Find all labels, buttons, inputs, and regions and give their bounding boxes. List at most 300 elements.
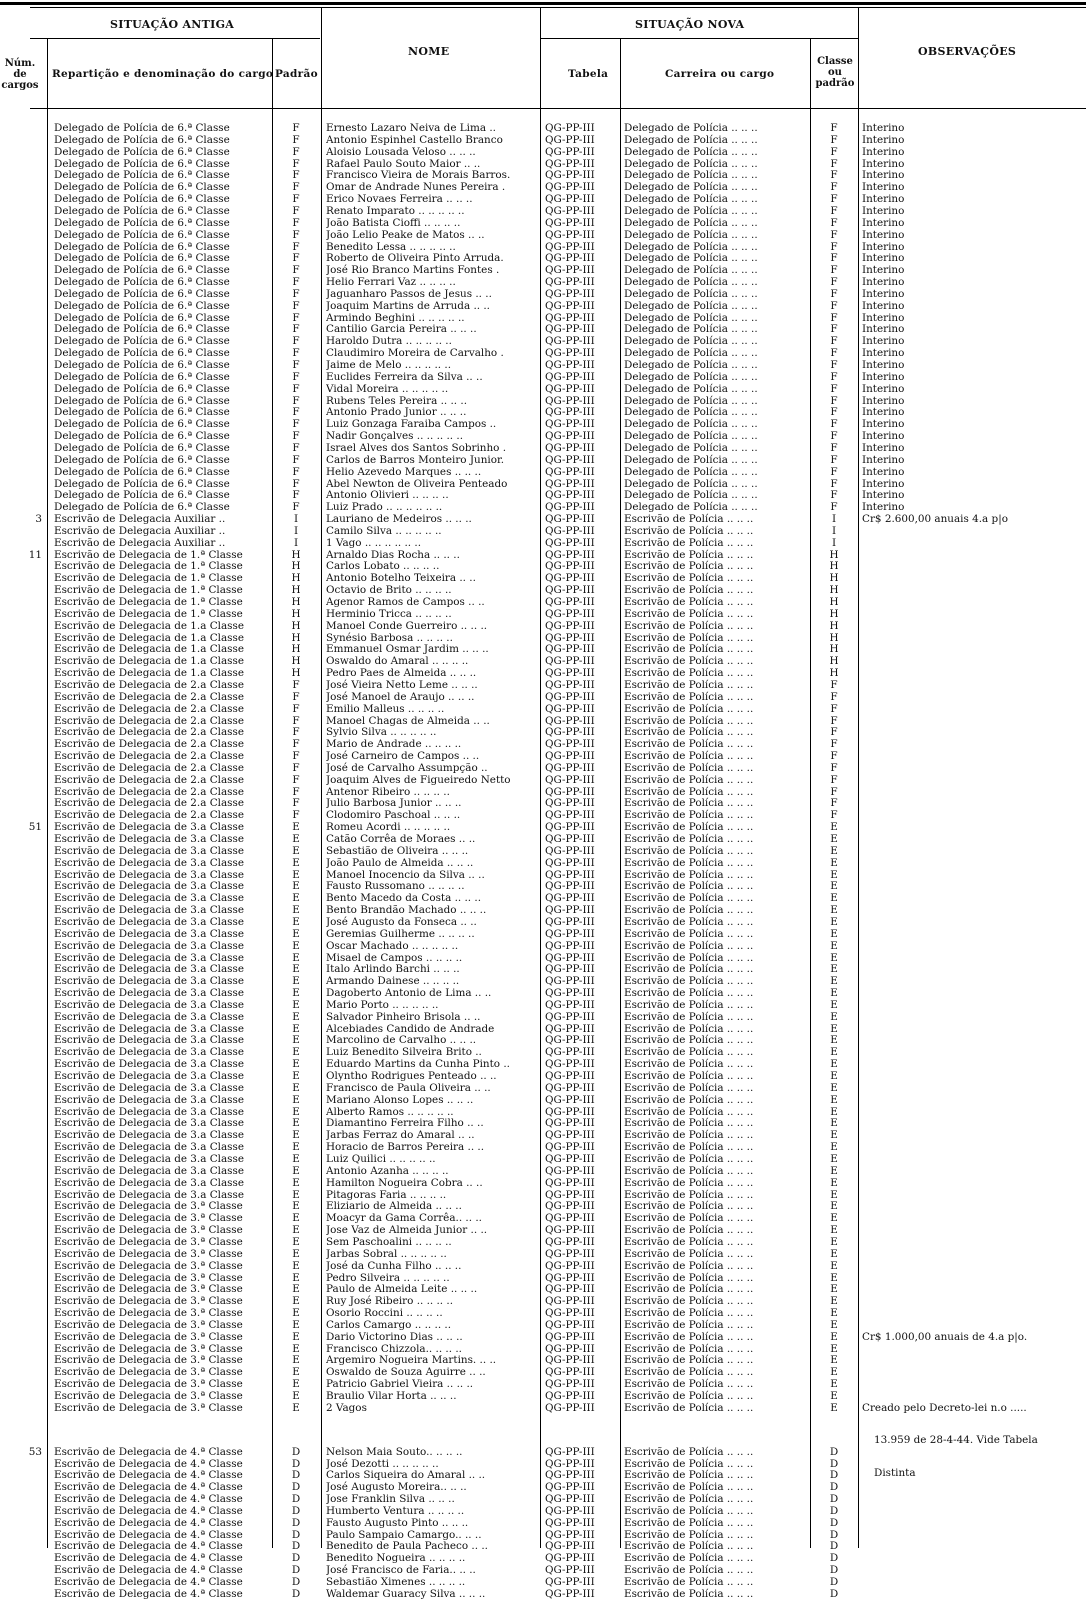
cell-cls: F (830, 335, 838, 348)
cell-tab: QG-PP-III (545, 335, 595, 348)
cell-tab: QG-PP-III (545, 1564, 595, 1577)
cell-cls: D (829, 1564, 839, 1577)
cell-tab: QG-PP-III (545, 513, 595, 526)
table-row (0, 549, 1086, 561)
cell-obs: Interino (862, 335, 905, 348)
cell-cls: F (830, 181, 838, 194)
cell-pad: E (292, 1378, 300, 1391)
cell-pad: E (292, 1330, 300, 1343)
table-row (0, 312, 1086, 324)
cell-tab: QG-PP-III (545, 963, 595, 976)
table-row (0, 454, 1086, 466)
cell-obs: Interino (862, 382, 905, 395)
table-row (0, 715, 1086, 727)
cell-cls: E (830, 856, 838, 869)
cell-nome: Osorio Roccini .. .. .. .. (326, 1307, 443, 1319)
cell-pad: D (291, 1445, 301, 1458)
cell-car: Escrivão de Polícia .. .. .. (624, 1576, 754, 1588)
cell-tab: QG-PP-III (545, 193, 595, 206)
cell-car: Escrivão de Polícia .. .. .. (624, 1129, 754, 1142)
cell-car: Escrivão de Polícia .. .. .. (624, 1481, 754, 1494)
table-row (0, 466, 1086, 478)
cell-nome: Fausto Augusto Pinto .. .. .. (326, 1516, 469, 1529)
cell-tab: QG-PP-III (545, 572, 595, 585)
table-row (0, 999, 1086, 1011)
cell-tab: QG-PP-III (545, 1516, 595, 1529)
cell-tab: QG-PP-III (545, 370, 595, 383)
cell-tab: QG-PP-III (545, 844, 595, 857)
cell-pad: E (292, 1247, 300, 1260)
cell-cls: E (830, 1247, 838, 1260)
cell-car: Escrivão de Polícia .. .. .. (624, 1318, 754, 1331)
cell-rep: Escrivão de Delegacia de 2.a Classe (54, 726, 244, 739)
cell-car: Escrivão de Polícia .. .. .. (624, 1141, 754, 1154)
cell-nome: Antonio Olivieri .. .. .. .. (326, 489, 449, 502)
cell-cls: E (830, 1330, 838, 1343)
cell-obs: Interino (862, 276, 905, 288)
cell-cls: F (830, 441, 838, 454)
cell-nome: Sebastião de Oliveira .. .. .. (326, 844, 469, 857)
cell-nome: Claudimiro Moreira de Carvalho . (326, 347, 504, 360)
cell-tab: QG-PP-III (545, 501, 595, 514)
cell-cls: E (830, 1390, 838, 1402)
cell-nome: José Rio Branco Martins Fontes . (326, 264, 500, 277)
table-row (0, 205, 1086, 217)
cell-obs: Interino (862, 359, 905, 371)
cell-car: Escrivão de Polícia .. .. .. (624, 1010, 754, 1023)
cell-car: Escrivão de Polícia .. .. .. (624, 726, 754, 739)
cell-cls: E (830, 987, 838, 999)
cell-tab: QG-PP-III (545, 1212, 595, 1225)
cell-car: Escrivão de Polícia .. .. .. (624, 643, 754, 656)
cell-cls: E (830, 1224, 838, 1236)
cell-car: Delegado de Polícia .. .. .. (624, 382, 758, 395)
cell-nome: Sylvio Silva .. .. .. .. .. (326, 726, 437, 739)
cell-car: Escrivão de Polícia .. .. .. (624, 773, 754, 786)
table-row (0, 1189, 1086, 1201)
cell-tab: QG-PP-III (545, 133, 595, 146)
cell-nome: Benedito Nogueira .. .. .. .. (326, 1552, 466, 1565)
cell-nome: Geremias Guilherme .. .. .. .. (326, 927, 475, 940)
cell-rep: Escrivão de Delegacia de 3.a Classe (54, 1129, 244, 1142)
cell-nome: Herminio Tricca .. .. .. .. (326, 607, 452, 620)
cell-tab: QG-PP-III (545, 607, 595, 620)
cell-pad: F (292, 738, 300, 751)
cell-car: Escrivão de Polícia .. .. .. (624, 1235, 754, 1248)
cell-tab: QG-PP-III (545, 1224, 595, 1236)
cell-cls: H (829, 631, 839, 644)
cell-pad: E (292, 1235, 300, 1248)
table-row (0, 418, 1086, 430)
cell-cls: E (830, 880, 838, 893)
cell-car: Escrivão de Polícia .. .. .. (624, 1164, 754, 1177)
cell-tab: QG-PP-III (545, 880, 595, 893)
cell-cls: D (829, 1552, 839, 1565)
cell-pad: H (291, 607, 301, 620)
cell-rep: Escrivão de Delegacia de 3.ª Classe (54, 1283, 243, 1296)
table-row (0, 1141, 1086, 1153)
table-row (0, 1366, 1086, 1378)
table-row (0, 1272, 1086, 1284)
cell-rep: Delegado de Polícia de 6.ª Classe (54, 252, 230, 265)
cell-nome: Antonio Espinhel Castello Branco (326, 133, 503, 146)
header-situacao-antiga: SITUAÇÃO ANTIGA (110, 18, 235, 31)
cell-rep: Escrivão de Delegacia de 3.a Classe (54, 1070, 244, 1082)
table-row (0, 691, 1086, 703)
cell-nome: Alberto Ramos .. .. .. .. .. (326, 1105, 454, 1118)
cell-nome: Sem Paschoalini .. .. .. .. (326, 1235, 452, 1248)
cell-rep: Delegado de Polícia de 6.ª Classe (54, 430, 230, 443)
table-row (0, 264, 1086, 276)
cell-cls: D (829, 1493, 839, 1505)
cell-obs: Interino (862, 287, 905, 300)
cell-rep: Delegado de Polícia de 6.ª Classe (54, 122, 230, 134)
table-row (0, 916, 1086, 928)
cell-nome: Aloisio Lousada Veloso .. .. .. (326, 145, 476, 158)
table-row (0, 809, 1086, 821)
table-row (0, 975, 1086, 987)
table-row (0, 963, 1086, 975)
cell-rep: Escrivão de Delegacia de 2.a Classe (54, 750, 244, 762)
table-row (0, 395, 1086, 407)
cell-car: Escrivão de Polícia .. .. .. (624, 998, 754, 1011)
cell-pad: F (292, 370, 300, 383)
table-row (0, 229, 1086, 241)
cell-car: Escrivão de Polícia .. .. .. (624, 1366, 754, 1379)
cell-cls: E (830, 1342, 838, 1355)
table-row (0, 1177, 1086, 1189)
cell-cls: H (829, 655, 839, 668)
cell-obs: Interino (862, 418, 905, 431)
cell-obs: Interino (862, 228, 905, 241)
cell-rep: Escrivão de Delegacia de 3.a Classe (54, 1188, 244, 1201)
cell-tab: QG-PP-III (545, 667, 595, 680)
cell-nome: Jaime de Melo .. .. .. .. .. (326, 359, 452, 371)
cell-pad: E (292, 1295, 300, 1308)
cell-rep: Escrivão de Delegacia de 3.a Classe (54, 868, 244, 881)
cell-tab: QG-PP-III (545, 1022, 595, 1035)
cell-nome: Camilo Silva .. .. .. .. .. (326, 524, 442, 537)
cell-cls: H (829, 607, 839, 620)
cell-car: Escrivão de Polícia .. .. .. (624, 785, 754, 798)
cell-rep: Escrivão de Delegacia de 3.a Classe (54, 939, 244, 952)
cell-obs: Interino (862, 133, 905, 146)
cell-cls: F (830, 228, 838, 241)
cell-nome: Carlos Lobato .. .. .. .. (326, 560, 440, 573)
cell-rep: Delegado de Polícia de 6.ª Classe (54, 394, 230, 407)
cell-pad: F (292, 382, 300, 395)
cell-obs: Interino (862, 370, 905, 383)
table-row (0, 952, 1086, 964)
cell-car: Delegado de Polícia .. .. .. (624, 465, 758, 478)
cell-pad: E (292, 1342, 300, 1355)
cell-cls: I (831, 536, 837, 549)
cell-rep: Escrivão de Delegacia de 4.ª Classe (54, 1493, 243, 1505)
table-row (0, 406, 1086, 418)
cell-cls: E (830, 1401, 838, 1414)
cell-tab: QG-PP-III (545, 1093, 595, 1106)
cell-tab: QG-PP-III (545, 1141, 595, 1154)
cell-car: Delegado de Polícia .. .. .. (624, 501, 758, 514)
cell-tab: QG-PP-III (545, 1445, 595, 1458)
cell-car: Escrivão de Polícia .. .. .. (624, 1516, 754, 1529)
cell-rep: Escrivão de Delegacia de 3.a Classe (54, 1046, 244, 1059)
table-row (0, 892, 1086, 904)
cell-tab: QG-PP-III (545, 1010, 595, 1023)
cell-nome: Vidal Moreira .. .. .. .. .. (326, 382, 449, 395)
cell-car: Escrivão de Polícia .. .. .. (624, 631, 754, 644)
cell-pad: E (292, 975, 300, 988)
cell-cls: F (830, 797, 838, 810)
cell-tab: QG-PP-III (545, 347, 595, 360)
cell-car: Escrivão de Polícia .. .. .. (624, 1493, 754, 1505)
table-row (0, 596, 1086, 608)
cell-pad: D (291, 1540, 301, 1553)
cell-car: Delegado de Polícia .. .. .. (624, 394, 758, 407)
cell-car: Escrivão de Polícia .. .. .. (624, 714, 754, 727)
table-row (0, 1295, 1086, 1307)
cell-car: Escrivão de Polícia .. .. .. (624, 1081, 754, 1094)
header-divider-antiga (30, 38, 320, 39)
cell-pad: E (292, 1081, 300, 1094)
table-row (0, 1023, 1086, 1035)
cell-rep: Escrivão de Delegacia de 1.ª Classe (54, 584, 243, 597)
cell-car: Delegado de Polícia .. .. .. (624, 311, 758, 324)
cell-nome: Ernesto Lazaro Neiva de Lima .. (326, 122, 496, 134)
cell-cls: E (830, 1070, 838, 1082)
cell-nome: João Batista Cioffi .. .. .. .. (326, 216, 461, 229)
cell-cls: H (829, 619, 839, 632)
cell-pad: E (292, 1176, 300, 1189)
cell-car: Escrivão de Polícia .. .. .. (624, 1587, 754, 1600)
cell-pad: H (291, 643, 301, 656)
cell-pad: F (292, 299, 300, 312)
cell-tab: QG-PP-III (545, 998, 595, 1011)
cell-tab: QG-PP-III (545, 1271, 595, 1284)
cell-pad: H (291, 619, 301, 632)
cell-cls: F (830, 145, 838, 158)
header-num-cargos: Núm. de cargos (1, 58, 39, 91)
cell-tab: QG-PP-III (545, 264, 595, 277)
cell-nome: Paulo Sampaio Camargo.. .. .. (326, 1528, 482, 1541)
cell-cls: E (830, 821, 838, 834)
cell-rep: Escrivão de Delegacia de 1.a Classe (54, 619, 244, 632)
cell-nome: Arnaldo Dias Rocha .. .. .. (326, 548, 460, 561)
cell-cls: F (830, 489, 838, 502)
cell-pad: F (292, 169, 300, 182)
cell-nome: José da Cunha Filho .. .. .. (326, 1259, 462, 1272)
table-row (0, 1046, 1086, 1058)
cell-car: Escrivão de Polícia .. .. .. (624, 607, 754, 620)
table-row (0, 643, 1086, 655)
cell-cls: E (830, 1117, 838, 1130)
cell-tab: QG-PP-III (545, 216, 595, 229)
cell-pad: F (292, 761, 300, 774)
cell-pad: F (292, 690, 300, 703)
cell-rep: Escrivão de Delegacia de 3.a Classe (54, 1153, 244, 1165)
cell-rep: Escrivão de Delegacia de 3.ª Classe (54, 1247, 243, 1260)
cell-pad: E (292, 892, 300, 905)
table-row (0, 940, 1086, 952)
cell-nome: Manoel Chagas de Almeida .. .. (326, 714, 490, 727)
table-row (0, 1331, 1086, 1343)
table-row (0, 608, 1086, 620)
cell-car: Escrivão de Polícia .. .. .. (624, 1058, 754, 1071)
cell-tab: QG-PP-III (545, 536, 595, 549)
cell-nome: Pedro Silveira .. .. .. .. .. (326, 1271, 450, 1284)
table-row (0, 655, 1086, 667)
cell-tab: QG-PP-III (545, 904, 595, 917)
cell-car: Escrivão de Polícia .. .. .. (624, 1295, 754, 1308)
cell-nome: Oscar Machado .. .. .. .. .. (326, 939, 459, 952)
cell-car: Escrivão de Polícia .. .. .. (624, 821, 754, 834)
cell-nome: José Manoel de Araujo .. .. .. (326, 690, 475, 703)
cell-pad: D (291, 1576, 301, 1588)
table-row (0, 252, 1086, 264)
cell-cls: F (830, 809, 838, 822)
cell-rep: Escrivão de Delegacia de 3.a Classe (54, 1093, 244, 1106)
cell-rep: Delegado de Polícia de 6.ª Classe (54, 133, 230, 146)
table-row (0, 1588, 1086, 1600)
cell-tab: QG-PP-III (545, 785, 595, 798)
cell-pad: F (292, 335, 300, 348)
cell-tab: QG-PP-III (545, 1188, 595, 1201)
cell-pad: I (293, 536, 299, 549)
cell-nome: Antonio Azanha .. .. .. .. (326, 1164, 449, 1177)
cell-nome: Pedro Paes de Almeida .. .. .. (326, 667, 477, 680)
cell-nome: Rubens Teles Pereira .. .. .. (326, 394, 468, 407)
cell-car: Escrivão de Polícia .. .. .. (624, 833, 754, 845)
cell-rep: Delegado de Polícia de 6.ª Classe (54, 382, 230, 395)
cell-rep: Escrivão de Delegacia de 3.ª Classe (54, 1307, 243, 1319)
table-row (0, 158, 1086, 170)
cell-tab: QG-PP-III (545, 596, 595, 608)
cell-tab: QG-PP-III (545, 441, 595, 454)
cell-pad: D (291, 1493, 301, 1505)
cell-rep: Delegado de Polícia de 6.ª Classe (54, 359, 230, 371)
cell-cls: D (829, 1576, 839, 1588)
table-row (0, 300, 1086, 312)
cell-tab: QG-PP-III (545, 1493, 595, 1505)
table-row (0, 513, 1086, 525)
cell-cls: E (830, 1307, 838, 1319)
cell-nome: Julio Barbosa Junior .. .. .. (326, 797, 462, 810)
cell-nome: Alcebiades Candido de Andrade (326, 1022, 495, 1035)
cell-rep: Escrivão de Delegacia de 3.a Classe (54, 1176, 244, 1189)
cell-tab: QG-PP-III (545, 1295, 595, 1308)
cell-pad: H (291, 548, 301, 561)
cell-pad: F (292, 157, 300, 170)
cell-rep: Delegado de Polícia de 6.ª Classe (54, 216, 230, 229)
cell-cls: E (830, 1105, 838, 1118)
cell-pad: F (292, 240, 300, 253)
table-row (0, 1094, 1086, 1106)
cell-pad: E (292, 998, 300, 1011)
cell-tab: QG-PP-III (545, 1176, 595, 1189)
cell-nome: José Vieira Netto Leme .. .. .. (326, 678, 478, 691)
table-row (0, 525, 1086, 537)
table-row (0, 880, 1086, 892)
cell-pad: E (292, 1022, 300, 1035)
cell-rep: Escrivão de Delegacia de 3.a Classe (54, 833, 244, 845)
cell-car: Delegado de Polícia .. .. .. (624, 122, 758, 134)
table-row (0, 1529, 1086, 1541)
cell-pad: E (292, 821, 300, 834)
cell-car: Delegado de Polícia .. .. .. (624, 157, 758, 170)
cell-tab: QG-PP-III (545, 122, 595, 134)
cell-cls: F (830, 370, 838, 383)
cell-cls: E (830, 963, 838, 976)
cell-nome: Israel Alves dos Santos Sobrinho . (326, 441, 507, 454)
cell-pad: F (292, 501, 300, 514)
cell-car: Delegado de Polícia .. .. .. (624, 169, 758, 182)
cell-nome: Synésio Barbosa .. .. .. .. (326, 631, 453, 644)
cell-rep: Escrivão de Delegacia Auxiliar .. (54, 536, 226, 549)
cell-cls: F (830, 169, 838, 182)
top-rule-thin (30, 7, 1086, 8)
cell-nome: Eduardo Martins da Cunha Pinto .. (326, 1058, 510, 1071)
cell-nome: Antonio Prado Junior .. .. .. (326, 406, 467, 419)
cell-car: Escrivão de Polícia .. .. .. (624, 750, 754, 762)
cell-rep: Escrivão de Delegacia de 2.a Classe (54, 738, 244, 751)
cell-car: Delegado de Polícia .. .. .. (624, 145, 758, 158)
cell-car: Escrivão de Polícia .. .. .. (624, 844, 754, 857)
cell-car: Escrivão de Polícia .. .. .. (624, 1022, 754, 1035)
cell-pad: D (291, 1457, 301, 1470)
cell-nome: Oswaldo do Amaral .. .. .. .. (326, 655, 469, 668)
table-row (0, 1564, 1086, 1576)
cell-rep: Delegado de Polícia de 6.ª Classe (54, 323, 230, 336)
cell-cls: F (830, 299, 838, 312)
cell-cls: E (830, 868, 838, 881)
cell-car: Delegado de Polícia .. .. .. (624, 441, 758, 454)
cell-pad: F (292, 418, 300, 431)
cell-rep: Escrivão de Delegacia de 3.a Classe (54, 951, 244, 964)
table-row (0, 1378, 1086, 1390)
cell-tab: QG-PP-III (545, 1552, 595, 1565)
cell-pad: H (291, 560, 301, 573)
cell-nome: Antenor Ribeiro .. .. .. .. (326, 785, 450, 798)
cell-rep: Escrivão de Delegacia de 2.a Classe (54, 678, 244, 691)
cell-tab: QG-PP-III (545, 359, 595, 371)
cell-tab: QG-PP-III (545, 1401, 595, 1414)
table-row (0, 1070, 1086, 1082)
table-row (0, 335, 1086, 347)
cell-rep: Escrivão de Delegacia de 4.ª Classe (54, 1445, 243, 1458)
cell-cls: F (830, 465, 838, 478)
cell-cls: F (830, 394, 838, 407)
cell-tab: QG-PP-III (545, 797, 595, 810)
cell-pad: E (292, 1401, 300, 1414)
cell-rep: Escrivão de Delegacia de 4.ª Classe (54, 1576, 243, 1588)
cell-rep: Escrivão de Delegacia de 3.a Classe (54, 975, 244, 988)
cell-tab: QG-PP-III (545, 394, 595, 407)
table-row (0, 833, 1086, 845)
cell-nome: Octavio de Brito .. .. .. .. (326, 584, 452, 597)
table-row (0, 193, 1086, 205)
cell-tab: QG-PP-III (545, 868, 595, 881)
cell-pad: D (291, 1469, 301, 1482)
cell-cls: F (830, 359, 838, 371)
cell-rep: Escrivão de Delegacia de 3.a Classe (54, 856, 244, 869)
table-row (0, 181, 1086, 193)
cell-car: Escrivão de Polícia .. .. .. (624, 1271, 754, 1284)
cell-rep: Escrivão de Delegacia de 4.ª Classe (54, 1516, 243, 1529)
cell-pad: E (292, 915, 300, 928)
cell-rep: Escrivão de Delegacia de 3.a Classe (54, 1058, 244, 1071)
cell-tab: QG-PP-III (545, 323, 595, 336)
cell-rep: Delegado de Polícia de 6.ª Classe (54, 299, 230, 312)
